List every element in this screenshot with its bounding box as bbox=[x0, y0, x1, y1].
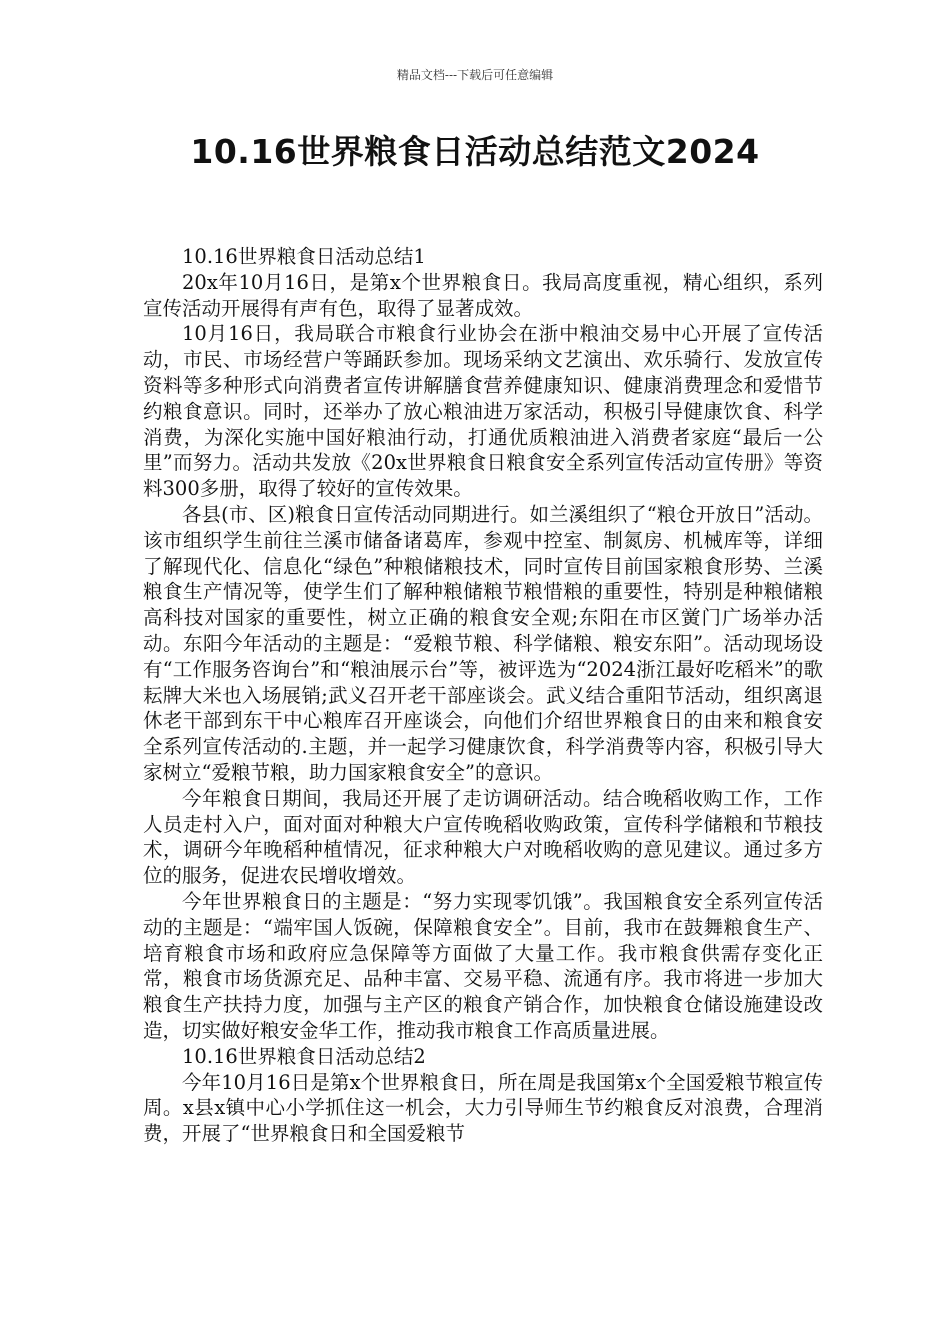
document-body bbox=[143, 244, 823, 1147]
header-note: 精品文档---下载后可任意编辑 bbox=[396, 68, 554, 82]
paragraph: 20x年10月16日，是第x个世界粮食日。我局高度重视，精心组织，系列宣传活动开展得有声有色，取得了显著成效。 bbox=[143, 270, 823, 320]
paragraph: 各县(市、区)粮食日宣传活动同期进行。如兰溪组织了“粮仓开放日”活动。该市组织学生前往兰溪市储备诸葛库，参观中控室、制氮房、机械库等，详细了解现代化、信息化“绿色”种粮储粮技术，同时宣传目前国家粮食形势、兰溪粮食生产情况等，使学生们了解种粮储粮节粮惜粮的重要性，特别是种粮储粮高科技对国家的重要性，树立正确的粮食安全观;东阳在市区黉门广场举办活动。东阳今年活动的主题是：“爱粮节粮、科学储粮、粮安东阳”。活动现场设有“工作服务咨询台”和“粮油展示台”等，被评选为“2024浙江最好吃稻米”的歌耘牌大米也入场展销;武义召开老干部座谈会。武义结合重阳节活动，组织离退休老干部到东干中心粮库召开座谈会，向他们介绍世界粮食日的由来和粮食安全系列宣传活动的.主题，并一起学习健康饮食，科学消费等内容，积极引导大家树立“爱粮节粮，助力国家粮食安全”的意识。 bbox=[143, 502, 823, 784]
paragraph: 今年世界粮食日的主题是：“努力实现零饥饿”。我国粮食安全系列宣传活动的主题是：“端牢国人饭碗，保障粮食安全”。目前，我市在鼓舞粮食生产、培育粮食市场和政府应急保障等方面做了大量工作。我市粮食供需存变化正常，粮食市场货源充足、品种丰富、交易平稳、流通有序。我市将进一步加大粮食生产扶持力度，加强与主产区的粮食产销合作，加快粮食仓储设施建设改造，切实做好粮安金华工作，推动我市粮食工作高质量进展。 bbox=[143, 889, 823, 1042]
paragraph: 今年10月16日是第x个世界粮食日，所在周是我国第x个全国爱粮节粮宣传周。x县x镇中心小学抓住这一机会，大力引导师生节约粮食反对浪费，合理消费，开展了“世界粮食日和全国爱粮节 bbox=[143, 1070, 823, 1146]
section-heading-2: 10.16世界粮食日活动总结2 bbox=[182, 1044, 426, 1068]
paragraph: 今年粮食日期间，我局还开展了走访调研活动。结合晚稻收购工作，工作人员走村入户，面对面对种粮大户宣传晚稻收购政策，宣传科学储粮和节粮技术，调研今年晚稻种植情况，征求种粮大户对晚稻收购的意见建议。通过多方位的服务，促进农民增收增效。 bbox=[143, 786, 823, 888]
document-title: 10.16世界粮食日活动总结范文2024 bbox=[190, 132, 760, 171]
section-heading-1: 10.16世界粮食日活动总结1 bbox=[182, 245, 426, 268]
paragraph: 10月16日，我局联合市粮食行业协会在浙中粮油交易中心开展了宣传活动，市民、市场经营户等踊跃参加。现场采纳文艺演出、欢乐骑行、发放宣传资料等多种形式向消费者宣传讲解膳食营养健康知识、健康消费理念和爱惜节约粮食意识。同时，还举办了放心粮油进万家活动，积极引导健康饮食、科学消费，为深化实施中国好粮油行动，打通优质粮油进入消费者家庭“最后一公里”而努力。活动共发放《20x世界粮食日粮食安全系列宣传活动宣传册》等资料300多册，取得了较好的宣传效果。 bbox=[143, 322, 823, 501]
